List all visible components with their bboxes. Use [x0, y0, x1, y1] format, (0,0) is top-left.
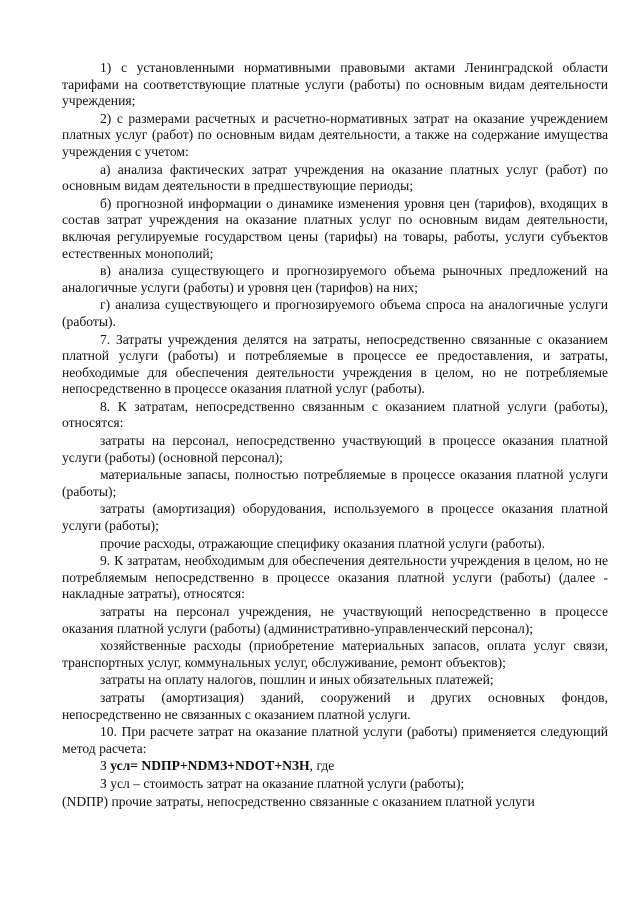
paragraph-2v: в) анализа существующего и прогнозируемого объема рыночных предложений на аналогичные услуги (работы) и уровня цен (тарифов) на них; — [62, 263, 608, 295]
paragraph-9: 9. К затратам, необходимым для обеспечения деятельности учреждения в целом, но не потребляемым непосредственно в процессе оказания платной услуги (работы) (далее - накладные затраты), относятся: — [62, 553, 608, 602]
paragraph-7: 7. Затраты учреждения делятся на затраты, непосредственно связанные с оказанием платной услуги (работы) и потребляемые в процессе ее предоставления, и затраты, необходимые для обеспечения деятельности учреждения в целом, но не потребляемые непосредственно в процессе оказания платной услуг (работы). — [62, 331, 608, 397]
paragraph-8-item-1: затраты на персонал, непосредственно участвующий в процессе оказания платной услуги (работы) (основной персонал); — [62, 433, 608, 465]
definition-other-costs: (NDПР) прочие затраты, непосредственно связанные с оказанием платной услуги — [62, 793, 535, 809]
paragraph-9-item-1: затраты на персонал учреждения, не участвующий непосредственно в процессе оказания платной услуги (работы) (административно-управленческий персонал); — [62, 604, 608, 636]
document-body — [62, 60, 608, 811]
paragraph-8-item-4: прочие расходы, отражающие специфику оказания платной услуги (работы). — [100, 535, 545, 551]
formula-suffix: , где — [309, 758, 335, 774]
formula-prefix: З — [100, 758, 111, 774]
paragraph-1: 1) с установленными нормативными правовыми актами Ленинградской области тарифами на соответствующие платные услуги (работы) по основным видам деятельности учреждения; — [62, 60, 608, 109]
paragraph-9-item-2: хозяйственные расходы (приобретение материальных запасов, оплата услуг связи, транспортных услуг, коммунальных услуг, обслуживание, ремонт объектов); — [62, 638, 608, 670]
definition-total-cost: З усл – стоимость затрат на оказание платной услуги (работы); — [100, 775, 465, 791]
paragraph-2: 2) с размерами расчетных и расчетно-нормативных затрат на оказание учреждением платных услуг (работ) по основным видам деятельности, а также на содержание имущества учреждения с учетом: — [62, 110, 608, 159]
paragraph-8-item-3: затраты (амортизация) оборудования, используемого в процессе оказания платной услуги (работы); — [62, 501, 608, 534]
paragraph-10: 10. При расчете затрат на оказание платной услуги (работы) применяется следующий метод расчета: — [62, 724, 608, 756]
paragraph-2b: б) прогнозной информации о динамике изменения уровня цен (тарифов), входящих в состав затрат учреждения на оказание платных услуг по основным видам деятельности, включая регулируемые государством цены (тарифы) на товары, работы, услуги субъектов естественных монополий; — [62, 195, 608, 261]
paragraph-9-item-3: затраты на оплату налогов, пошлин и иных обязательных платежей; — [100, 672, 494, 688]
paragraph-8: 8. К затратам, непосредственно связанным с оказанием платной услуги (работы), относятся: — [62, 398, 608, 431]
paragraph-2a: а) анализа фактических затрат учреждения на оказание платных услуг (работ) по основным видам деятельности в предшествующие периоды; — [62, 161, 608, 194]
paragraph-9-item-4: затраты (амортизация) зданий, сооружений и других основных фондов, непосредственно не связанных с оказанием платной услуги. — [62, 689, 608, 722]
paragraph-8-item-2: материальные запасы, полностью потребляемые в процессе оказания платной услуги (работы); — [62, 467, 608, 499]
formula-body: усл= NDПР+NDМЗ+NDОТ+NЗН — [110, 758, 310, 774]
cost-formula — [62, 758, 608, 775]
paragraph-2g: г) анализа существующего и прогнозируемого объема спроса на аналогичные услуги (работы). — [62, 297, 608, 329]
